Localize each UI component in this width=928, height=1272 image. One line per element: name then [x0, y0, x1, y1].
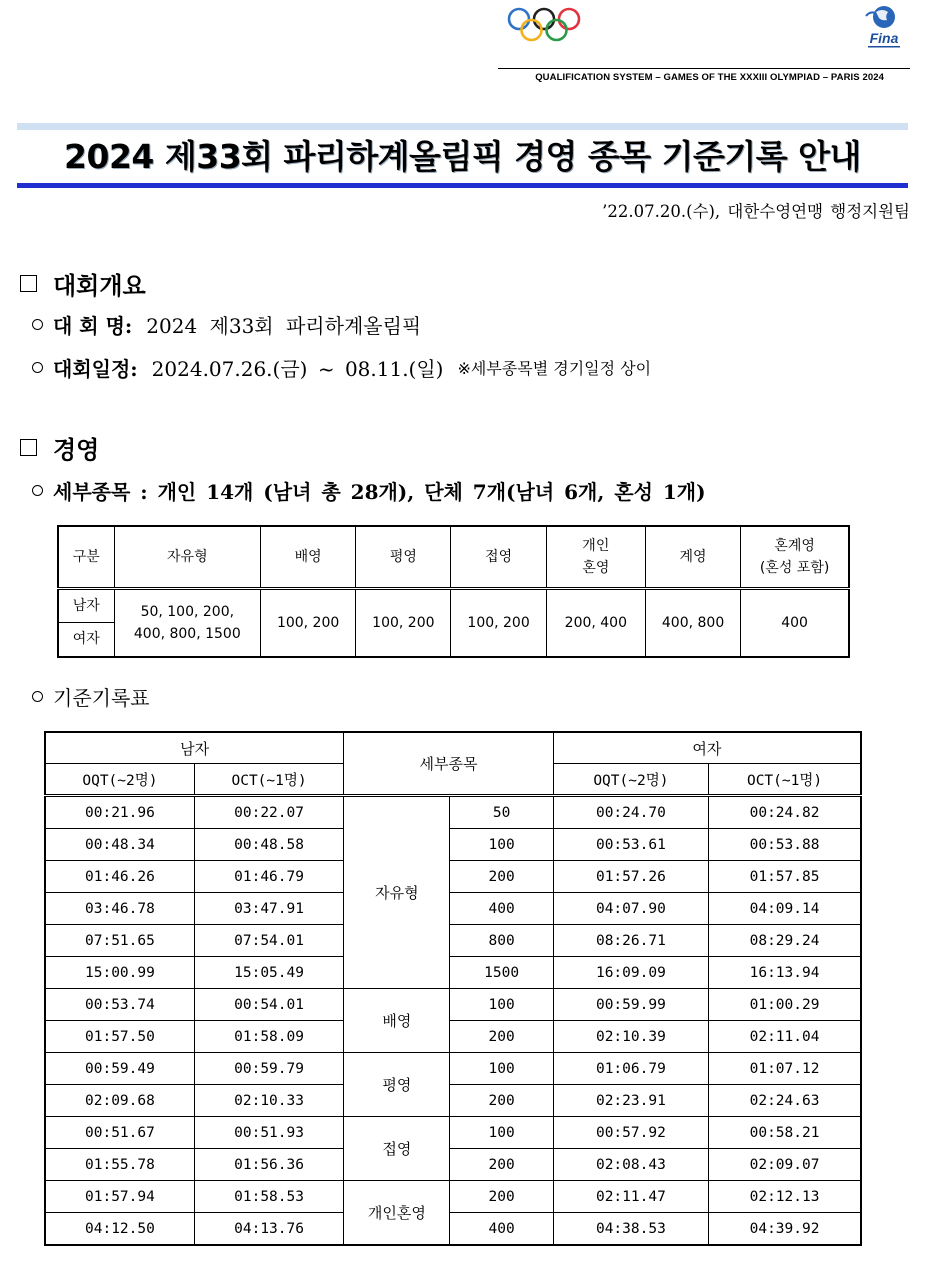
men-oqt-cell: 02:09.68	[45, 1085, 194, 1117]
records-heading: 기준기록표	[53, 686, 150, 710]
women-oct-cell: 02:09.07	[709, 1149, 861, 1181]
stroke-header: 평영	[356, 526, 451, 589]
name-value: 2024 제33회 파리하계올림픽	[146, 314, 422, 338]
distance-cell: 100	[450, 989, 553, 1021]
women-oct-cell: 02:12.13	[709, 1181, 861, 1213]
fina-logo-text: Fina	[869, 30, 899, 46]
men-oqt-cell: 01:46.26	[45, 861, 194, 893]
distance-cell: 1500	[450, 957, 553, 989]
women-oct-cell: 00:24.82	[709, 796, 861, 829]
records-heading-row	[32, 682, 150, 711]
ring-yellow	[522, 20, 542, 40]
women-oqt-cell: 01:57.26	[553, 861, 708, 893]
events-table-row-men	[58, 589, 849, 623]
events-summary-row	[32, 476, 706, 505]
title-bar-top	[17, 123, 908, 130]
men-oct-cell: 01:46.79	[194, 861, 343, 893]
circle-bullet-icon	[32, 691, 43, 702]
overview-name-row	[32, 310, 421, 339]
header-caption: QUALIFICATION SYSTEM – GAMES OF THE XXXIII OLYMPIAD – PARIS 2024	[535, 72, 884, 83]
men-header: 남자	[45, 732, 344, 764]
ring-red	[559, 9, 579, 29]
women-oqt-cell: 00:24.70	[553, 796, 708, 829]
record-row	[45, 829, 861, 861]
events-summary: 세부종목 : 개인 14개 (남녀 총 28개), 단체 7개(남녀 6개, 혼성 1개)	[53, 480, 706, 504]
page-title: 2024 제33회 파리하계올림픽 경영 종목 기준기록 안내	[64, 137, 861, 176]
women-oct-cell: 01:00.29	[709, 989, 861, 1021]
circle-bullet-icon	[32, 485, 43, 496]
swimming-heading-text: 경영	[53, 436, 100, 464]
men-oqt-cell: 00:53.74	[45, 989, 194, 1021]
row-label-women: 여자	[58, 623, 114, 657]
stroke-header: 개인 혼영	[546, 526, 645, 589]
men-oct-cell: 01:56.36	[194, 1149, 343, 1181]
men-oct-header: OCT(~1명)	[194, 764, 343, 796]
men-oqt-cell: 01:57.94	[45, 1181, 194, 1213]
men-oqt-cell: 01:55.78	[45, 1149, 194, 1181]
men-oct-cell: 01:58.53	[194, 1181, 343, 1213]
women-oqt-cell: 02:10.39	[553, 1021, 708, 1053]
distance-cell: 100, 200	[451, 589, 546, 657]
men-oqt-cell: 01:57.50	[45, 1021, 194, 1053]
women-oct-cell: 04:39.92	[709, 1213, 861, 1246]
men-oct-cell: 04:13.76	[194, 1213, 343, 1246]
stroke-cell: 접영	[344, 1117, 450, 1181]
distance-cell: 100	[450, 829, 553, 861]
header-rule	[498, 68, 910, 69]
men-oqt-cell: 15:00.99	[45, 957, 194, 989]
record-row	[45, 1181, 861, 1213]
women-oqt-cell: 00:53.61	[553, 829, 708, 861]
stroke-cell: 배영	[344, 989, 450, 1053]
ring-black	[534, 9, 554, 29]
overview-heading-text: 대회개요	[53, 272, 146, 300]
men-oqt-cell: 00:21.96	[45, 796, 194, 829]
fina-logo	[862, 4, 906, 50]
record-row	[45, 1117, 861, 1149]
schedule-label: 대회일정:	[53, 357, 138, 381]
men-oct-cell: 00:54.01	[194, 989, 343, 1021]
women-oct-cell: 02:11.04	[709, 1021, 861, 1053]
records-body	[45, 796, 861, 1246]
distance-cell: 200	[450, 1181, 553, 1213]
women-oqt-cell: 16:09.09	[553, 957, 708, 989]
ring-green	[547, 20, 567, 40]
women-oqt-cell: 00:59.99	[553, 989, 708, 1021]
women-oqt-cell: 02:23.91	[553, 1085, 708, 1117]
women-oct-cell: 00:58.21	[709, 1117, 861, 1149]
women-oqt-header: OQT(~2명)	[553, 764, 708, 796]
record-row	[45, 1149, 861, 1181]
overview-heading	[20, 266, 146, 301]
stroke-header: 접영	[451, 526, 546, 589]
record-row	[45, 1213, 861, 1246]
record-row	[45, 1021, 861, 1053]
distance-cell: 100	[450, 1117, 553, 1149]
women-oct-header: OCT(~1명)	[709, 764, 861, 796]
title-bar-bottom	[17, 183, 908, 188]
men-oct-cell: 15:05.49	[194, 957, 343, 989]
stroke-header: 계영	[645, 526, 740, 589]
women-oqt-cell: 02:08.43	[553, 1149, 708, 1181]
record-row	[45, 861, 861, 893]
women-oqt-cell: 02:11.47	[553, 1181, 708, 1213]
distance-cell: 50, 100, 200, 400, 800, 1500	[114, 589, 260, 657]
circle-bullet-icon	[32, 319, 43, 330]
distance-cell: 100	[450, 1053, 553, 1085]
record-row	[45, 989, 861, 1021]
olympic-rings-logo	[506, 6, 582, 44]
women-oqt-cell: 00:57.92	[553, 1117, 708, 1149]
women-oct-cell: 02:24.63	[709, 1085, 861, 1117]
men-oqt-header: OQT(~2명)	[45, 764, 194, 796]
women-oct-cell: 16:13.94	[709, 957, 861, 989]
record-row	[45, 1085, 861, 1117]
circle-bullet-icon	[32, 362, 43, 373]
distance-cell: 400, 800	[645, 589, 740, 657]
record-row	[45, 957, 861, 989]
women-header: 여자	[553, 732, 861, 764]
schedule-value: 2024.07.26.(금) ~ 08.11.(일)	[151, 357, 444, 381]
stroke-cell: 개인혼영	[344, 1181, 450, 1246]
events-table	[57, 525, 850, 658]
stroke-cell: 자유형	[344, 796, 450, 989]
record-row	[45, 925, 861, 957]
col-header-category: 구분	[58, 526, 114, 589]
distance-cell: 400	[450, 1213, 553, 1246]
stroke-header: 혼계영 (혼성 포함)	[741, 526, 849, 589]
records-table	[44, 731, 862, 1246]
records-header-row-1	[45, 732, 861, 764]
stroke-header: 자유형	[114, 526, 260, 589]
men-oqt-cell: 07:51.65	[45, 925, 194, 957]
swimming-heading	[20, 430, 99, 465]
women-oqt-cell: 01:06.79	[553, 1053, 708, 1085]
square-bullet-icon	[20, 275, 37, 292]
women-oct-cell: 04:09.14	[709, 893, 861, 925]
men-oct-cell: 01:58.09	[194, 1021, 343, 1053]
name-label: 대 회 명:	[53, 314, 133, 338]
men-oct-cell: 00:59.79	[194, 1053, 343, 1085]
men-oct-cell: 07:54.01	[194, 925, 343, 957]
men-oct-cell: 00:51.93	[194, 1117, 343, 1149]
distance-cell: 200	[450, 1085, 553, 1117]
women-oct-cell: 01:07.12	[709, 1053, 861, 1085]
men-oct-cell: 03:47.91	[194, 893, 343, 925]
distance-cell: 200	[450, 861, 553, 893]
distance-cell: 800	[450, 925, 553, 957]
ring-blue	[509, 9, 529, 29]
distance-cell: 200, 400	[546, 589, 645, 657]
distance-cell: 400	[450, 893, 553, 925]
square-bullet-icon	[20, 439, 37, 456]
men-oqt-cell: 00:59.49	[45, 1053, 194, 1085]
event-header: 세부종목	[344, 732, 553, 796]
men-oqt-cell: 04:12.50	[45, 1213, 194, 1246]
men-oqt-cell: 00:48.34	[45, 829, 194, 861]
women-oct-cell: 08:29.24	[709, 925, 861, 957]
men-oct-cell: 00:48.58	[194, 829, 343, 861]
women-oqt-cell: 08:26.71	[553, 925, 708, 957]
record-row	[45, 893, 861, 925]
men-oct-cell: 00:22.07	[194, 796, 343, 829]
row-label-men: 남자	[58, 589, 114, 623]
women-oct-cell: 01:57.85	[709, 861, 861, 893]
distance-cell: 100, 200	[356, 589, 451, 657]
distance-cell: 50	[450, 796, 553, 829]
record-row	[45, 796, 861, 829]
women-oqt-cell: 04:38.53	[553, 1213, 708, 1246]
stroke-cell: 평영	[344, 1053, 450, 1117]
distance-cell: 100, 200	[261, 589, 356, 657]
distance-cell: 200	[450, 1021, 553, 1053]
date-line: ’22.07.20.(수), 대한수영연맹 행정지원팀	[602, 202, 910, 221]
events-table-header-row	[58, 526, 849, 589]
distance-cell: 400	[741, 589, 849, 657]
record-row	[45, 1053, 861, 1085]
women-oct-cell: 00:53.88	[709, 829, 861, 861]
women-oqt-cell: 04:07.90	[553, 893, 708, 925]
stroke-header: 배영	[261, 526, 356, 589]
distance-cell: 200	[450, 1149, 553, 1181]
men-oqt-cell: 00:51.67	[45, 1117, 194, 1149]
schedule-note: ※세부종목별 경기일정 상이	[457, 359, 652, 378]
overview-schedule-row	[32, 353, 651, 382]
men-oqt-cell: 03:46.78	[45, 893, 194, 925]
men-oct-cell: 02:10.33	[194, 1085, 343, 1117]
